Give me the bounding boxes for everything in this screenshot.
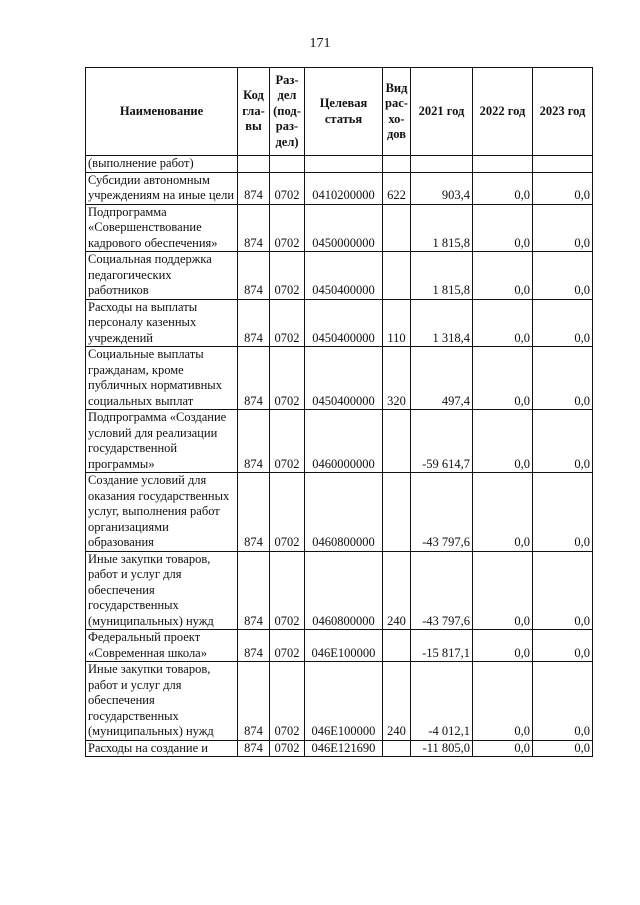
row-chapter-code: 874 [238,630,270,662]
row-2022: 0,0 [473,740,533,757]
row-chapter-code: 874 [238,252,270,300]
row-name: Расходы на выплаты персоналу казенных учреждений [86,299,238,347]
table-row [86,347,593,410]
row-2022: 0,0 [473,204,533,252]
row-2022: 0,0 [473,252,533,300]
row-2022 [473,156,533,173]
row-2021: 1 318,4 [411,299,473,347]
row-expense-type [383,204,411,252]
row-target: 0450000000 [305,204,383,252]
row-target: 0460800000 [305,551,383,630]
col-header-2023: 2023 год [533,68,593,156]
row-chapter-code: 874 [238,473,270,552]
col-header-target: Целевая статья [305,68,383,156]
row-2021: -43 797,6 [411,473,473,552]
row-2021: -11 805,0 [411,740,473,757]
row-2021: -59 614,7 [411,410,473,473]
row-name: Создание условий для оказания государственных услуг, выполнения работ организациями образования [86,473,238,552]
row-target [305,156,383,173]
row-name: Подпрограмма «Совершенствование кадрового обеспечения» [86,204,238,252]
row-target: 046E100000 [305,662,383,741]
row-name: Подпрограмма «Создание условий для реализации государственной программы» [86,410,238,473]
row-expense-type [383,156,411,173]
row-2022: 0,0 [473,662,533,741]
row-2023: 0,0 [533,204,593,252]
row-chapter-code: 874 [238,172,270,204]
col-header-expense-type: Вид рас- хо- дов [383,68,411,156]
row-name: Федеральный проект «Современная школа» [86,630,238,662]
row-section: 0702 [270,473,305,552]
row-2023: 0,0 [533,630,593,662]
row-name: Расходы на создание и [86,740,238,757]
row-name: (выполнение работ) [86,156,238,173]
col-header-2021: 2021 год [411,68,473,156]
table-row [86,551,593,630]
row-2022: 0,0 [473,630,533,662]
row-expense-type: 240 [383,662,411,741]
row-section: 0702 [270,662,305,741]
row-section: 0702 [270,630,305,662]
row-2021: 1 815,8 [411,204,473,252]
table-row [86,299,593,347]
row-2022: 0,0 [473,172,533,204]
row-section: 0702 [270,740,305,757]
row-target: 0450400000 [305,347,383,410]
row-2023 [533,156,593,173]
row-2021: -43 797,6 [411,551,473,630]
row-target: 0460000000 [305,410,383,473]
table-row [86,740,593,757]
col-header-2022: 2022 год [473,68,533,156]
row-2022: 0,0 [473,347,533,410]
row-expense-type [383,630,411,662]
row-target: 0460800000 [305,473,383,552]
table-row [86,204,593,252]
row-2022: 0,0 [473,473,533,552]
row-chapter-code: 874 [238,662,270,741]
row-name: Субсидии автономным учреждениям на иные цели [86,172,238,204]
col-header-section: Раз- дел (под- раз- дел) [270,68,305,156]
header-row [86,68,593,156]
row-section: 0702 [270,172,305,204]
row-name: Иные закупки товаров, работ и услуг для обеспечения государственных (муниципальных) нужд [86,662,238,741]
row-target: 046E121690 [305,740,383,757]
row-expense-type [383,740,411,757]
row-expense-type [383,473,411,552]
row-2023: 0,0 [533,551,593,630]
row-section [270,156,305,173]
page-number: 171 [309,36,331,51]
row-2023: 0,0 [533,662,593,741]
row-chapter-code: 874 [238,740,270,757]
table-row [86,662,593,741]
row-2021: 903,4 [411,172,473,204]
row-chapter-code: 874 [238,347,270,410]
table-row [86,252,593,300]
row-2023: 0,0 [533,473,593,552]
row-2021: 1 815,8 [411,252,473,300]
row-expense-type: 110 [383,299,411,347]
row-chapter-code: 874 [238,551,270,630]
row-2022: 0,0 [473,410,533,473]
row-2021: -4 012,1 [411,662,473,741]
row-chapter-code: 874 [238,204,270,252]
table-row [86,473,593,552]
row-2021: 497,4 [411,347,473,410]
table-row [86,410,593,473]
row-section: 0702 [270,347,305,410]
row-name: Социальные выплаты гражданам, кроме публичных нормативных социальных выплат [86,347,238,410]
table-row [86,172,593,204]
col-header-name: Наименование [86,68,238,156]
row-expense-type [383,252,411,300]
row-2023: 0,0 [533,740,593,757]
table-row [86,156,593,173]
table-row [86,630,593,662]
row-section: 0702 [270,252,305,300]
row-section: 0702 [270,299,305,347]
row-2022: 0,0 [473,299,533,347]
row-target: 0450400000 [305,252,383,300]
row-2023: 0,0 [533,172,593,204]
row-expense-type: 622 [383,172,411,204]
row-name: Иные закупки товаров, работ и услуг для обеспечения государственных (муниципальных) нужд [86,551,238,630]
row-target: 046E100000 [305,630,383,662]
row-section: 0702 [270,551,305,630]
row-chapter-code [238,156,270,173]
row-chapter-code: 874 [238,410,270,473]
row-2021 [411,156,473,173]
row-expense-type: 240 [383,551,411,630]
row-target: 0450400000 [305,299,383,347]
row-2021: -15 817,1 [411,630,473,662]
row-2023: 0,0 [533,252,593,300]
row-section: 0702 [270,204,305,252]
row-2023: 0,0 [533,299,593,347]
col-header-chapter-code: Код гла- вы [238,68,270,156]
row-2022: 0,0 [473,551,533,630]
row-expense-type: 320 [383,347,411,410]
row-name: Социальная поддержка педагогических работников [86,252,238,300]
row-2023: 0,0 [533,347,593,410]
budget-table [85,67,593,757]
row-chapter-code: 874 [238,299,270,347]
row-2023: 0,0 [533,410,593,473]
row-expense-type [383,410,411,473]
row-section: 0702 [270,410,305,473]
row-target: 0410200000 [305,172,383,204]
